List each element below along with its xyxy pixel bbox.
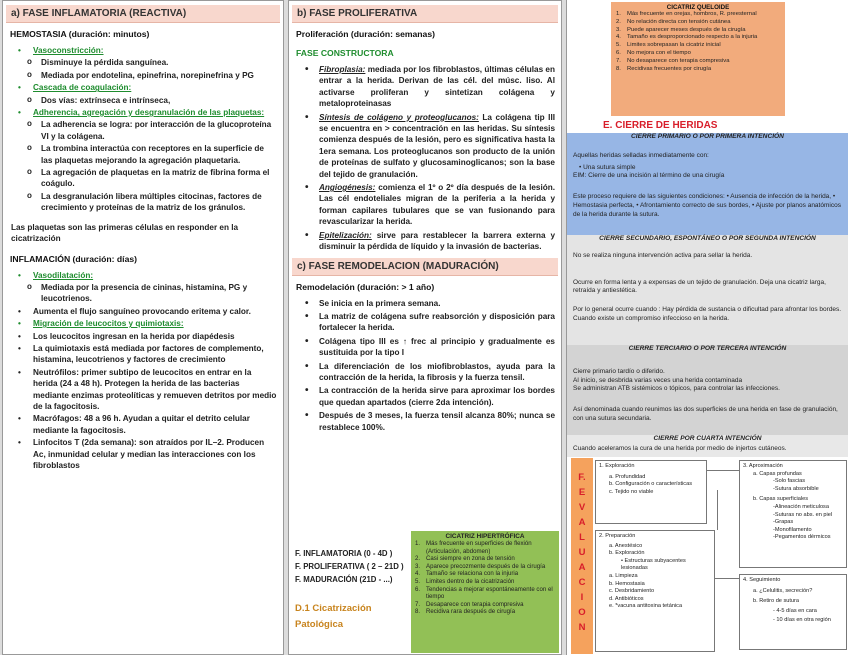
list-item: 7. No desaparece con terapia compresiva xyxy=(616,57,730,64)
list-item: 6. No mejora con el tiempo xyxy=(616,49,691,56)
list-item: • La contracción de la herida sirve para aproximar los bordes que quedan apartados (cierre 2da intención). xyxy=(297,385,555,408)
flow-arrow xyxy=(707,470,739,471)
secondary-closure-caption: CIERRE SECUNDARIO, ESPONTÁNEO O POR SEGUNDA INTENCIÓN xyxy=(599,235,816,242)
keloid-scar-box xyxy=(611,2,785,116)
flow-line: 2. Preparación xyxy=(599,533,636,539)
fourth-closure-caption: CIERRE POR CUARTA INTENCIÓN xyxy=(653,435,762,442)
flow-line: -Monofilamento xyxy=(773,526,812,533)
evaluation-letter: N xyxy=(578,622,586,633)
evaluation-letter: V xyxy=(578,502,586,513)
flow-line: a. ¿Celulitis, secreción? xyxy=(753,587,813,594)
list-item: • Fibroplasia: mediada por los fibroblastos, últimas células en entrar a la herida. Derivan de las cél. del músc. liso. Al activarse proliferan y sintetizan colágena y metaloproteinasas xyxy=(297,64,555,110)
flow-line: -Alineación meticulosa xyxy=(773,503,829,510)
flow-line: c. Tejido no viable xyxy=(609,488,654,495)
list-item: 2. No relación directa con tensión cutánea xyxy=(616,18,731,25)
flow-line: -Pegamentos dérmicos xyxy=(773,534,831,541)
proliferacion-title: Proliferación (duración: semanas) xyxy=(296,29,435,39)
list-item: o Mediada por endotelina, epinefrina, norepinefrina y PG xyxy=(11,70,277,81)
remodeling-phase-header: c) FASE REMODELACION (MADURACIÓN) xyxy=(292,258,558,276)
evaluation-letter: L xyxy=(579,532,585,543)
evaluation-letter: A xyxy=(578,517,586,528)
flow-line: b. Configuración o características xyxy=(609,481,693,488)
flow-line: d. Antibióticos xyxy=(609,595,644,602)
evaluation-letter: C xyxy=(578,577,586,588)
list-item: • Linfocitos T (2da semana): son atraídos por IL–2. Producen Ac, inmunidad celular y median las interacciones con los fibroblastos xyxy=(11,437,277,471)
list-item: 8. Recidivas frecuentes por cirugía xyxy=(616,65,712,72)
list-item: 3. Puede aparecer meses después de la cirugía xyxy=(616,26,746,33)
pathologic-healing-title: D.1 Cicatrización Patológica xyxy=(295,603,372,630)
list-item: • Angiogénesis: comienza el 1º o 2º día después de la lesión. Las cél endoteliales migran de la periferia a la herida y forman capilares tubulares que se van fusionando para revascularizar la herida. xyxy=(297,182,555,228)
flow-line: 1. Exploración xyxy=(599,463,635,469)
wound-closure-title: E. CIERRE DE HERIDAS xyxy=(603,120,718,131)
flow-line: e. *vacuna antitoxina tetánica xyxy=(609,603,683,610)
flow-line: a. Profundidad xyxy=(609,473,646,480)
proliferative-phase-column xyxy=(288,0,562,655)
evaluation-letter: U xyxy=(578,547,586,558)
list-item: o La desgranulación libera múltiples citocinas, factores de crecimiento y proteínas de la matriz de los gránulos. xyxy=(11,191,277,214)
evaluation-vertical-label xyxy=(571,458,593,654)
flow-line: - 4-5 días en cara xyxy=(773,607,817,614)
list-item: 1. Más frecuente en superficies de flexión (Articulación, abdomen) xyxy=(415,540,532,555)
flow-line: • Estructuras subyacentes lesionadas xyxy=(621,557,686,572)
primary-closure-block xyxy=(567,133,848,235)
flow-line: - 10 días en otra región xyxy=(773,617,831,624)
primary-closure-line: EIM: Cierre de una incisión al término de una cirugía xyxy=(573,172,725,180)
list-item: 6. Tendencias a mejorar espontáneamente con el tiempo xyxy=(415,585,553,601)
list-item: • Vasodilatación: xyxy=(11,270,277,281)
list-item: o Disminuye la pérdida sanguínea. xyxy=(11,57,277,68)
list-item: 4. Tamaño es desproporcionado respecto a la injuria xyxy=(616,34,758,41)
flow-exploracion-box xyxy=(595,460,707,524)
evaluation-letter: I xyxy=(580,592,584,603)
inflammatory-phase-header: a) FASE INFLAMATORIA (REACTIVA) xyxy=(6,5,280,23)
list-item: • Colágena tipo III es ↑ frec al principio y gradualmente es sustituida por la tipo I xyxy=(297,336,555,359)
primary-closure-line: Este proceso requiere de las siguientes condiciones: • Ausencia de infección de la herida, • Hemostasia perfecta, • Afrontamiento correcto de sus bordes, • Ajuste por planos anatómicos de la herida durante la sutura. xyxy=(573,193,841,218)
tertiary-closure-line: Cierre primario tardío o diferido. xyxy=(573,367,665,375)
flow-line: -Solo fascias xyxy=(773,478,806,485)
list-item: • Se inicia en la primera semana. xyxy=(297,298,555,309)
list-item: 8. Recidiva rara después de cirugía xyxy=(415,608,516,616)
primary-closure-caption: CIERRE PRIMARIO O POR PRIMERA INTENCIÓN xyxy=(631,133,784,140)
list-item: 4. Tamaño se relaciona con la injuria xyxy=(415,570,519,578)
flow-line: a. Anestésico xyxy=(609,542,643,549)
flow-aproximacion-box xyxy=(739,460,847,568)
flow-seguimiento-box xyxy=(739,574,847,650)
remodel-list xyxy=(289,298,561,433)
hemostasia-list xyxy=(3,45,283,214)
list-item: o Mediada por la presencia de cininas, histamina, PG y leucotrienos. xyxy=(11,282,277,305)
list-item: • Neutrófilos: primer subtipo de leucocitos en entrar en la herida (24 a 48 h). Protegen la herida de las bacterias mediante enzimas proteolíticas y remueven detritos por medio de la fagocitosis. xyxy=(11,367,277,413)
evaluation-letter: E xyxy=(578,487,586,498)
phase-maduracion: F. MADURACIÓN (21D - ...) xyxy=(295,575,393,584)
inflamacion-title: INFLAMACIÓN (duración: días) xyxy=(10,253,137,264)
flow-line: -Suturas no abs. en piel xyxy=(773,511,833,518)
keloid-scar-title: CICATRIZ QUELOIDE xyxy=(666,4,730,11)
list-item: • Síntesis de colágeno y proteoglucanos: La colágena tip III se encuentra en > concentración en las heridas. Su síntesis comienza después de la lesión, pero es significativa hasta la 1era semana. Los proteoglucanos son producto de la unión de proteínas de sulfato y glucosaminoglicanos; son la base del tejido de granulación. xyxy=(297,112,555,180)
primary-closure-line: • Una sutura simple xyxy=(579,163,636,171)
evaluation-letter: A xyxy=(578,562,586,573)
flow-line: c. Desbridamiento xyxy=(609,588,655,595)
list-item: o La agregación de plaquetas en la matriz de fibrina forma el coágulo. xyxy=(11,167,277,190)
primary-closure-line: Aquellas heridas selladas inmediatamente con: xyxy=(573,151,709,159)
list-item: • Migración de leucocitos y quimiotaxis: xyxy=(11,318,277,329)
list-item: • La quimiotaxis está mediada por factores de complemento, histamina, leucotrienos y factores de crecimiento xyxy=(11,343,277,366)
hemostasia-title: HEMOSTASIA (duración: minutos) xyxy=(10,29,150,39)
list-item: 5. Limites sobrepasan la cicatriz inicial xyxy=(616,42,721,49)
hypertrophic-scar-box xyxy=(411,531,559,653)
list-item: 5. Limites dentro de la cicatrización xyxy=(415,577,515,585)
list-item: 1. Más frecuente en orejas, hombros, R. preesternal xyxy=(616,11,757,17)
list-item: o Dos vías: extrínseca e intrínseca, xyxy=(11,95,277,106)
flow-line: b. Capas superficiales xyxy=(753,496,809,503)
tertiary-closure-line: Al inicio, se desbrida varias veces una herida contaminada xyxy=(573,376,743,384)
list-item: • Epitelización: sirve para restablecer la barrera externa y disminuir la pérdida de líquido y la invasión de bacterias. xyxy=(297,230,555,253)
phase-inflamatoria: F. INFLAMATORIA (0 - 4D ) xyxy=(295,549,393,558)
flow-line: a. Capas profundas xyxy=(753,470,802,477)
secondary-closure-block xyxy=(567,235,848,345)
constructora-list xyxy=(289,64,561,253)
fourth-closure-block xyxy=(567,435,848,457)
list-item: • Los leucocitos ingresan en la herida por diapédesis xyxy=(11,331,277,342)
flow-line: b. Retiro de sutura xyxy=(753,598,800,605)
list-item: • Vasoconstricción: xyxy=(11,45,277,56)
proliferative-phase-header: b) FASE PROLIFERATIVA xyxy=(292,5,558,23)
secondary-closure-line: No se realiza ninguna intervención activa para sellar la herida. xyxy=(573,251,753,259)
fourth-closure-line: Cuando aceleramos la cura de una herida por medio de injertos cutáneos. xyxy=(573,444,787,452)
remodelacion-title: Remodelación (duración: > 1 año) xyxy=(296,281,435,292)
list-item: • Después de 3 meses, la fuerza tensil alcanza 80%; nunca se restablece 100%. xyxy=(297,410,555,433)
tertiary-closure-block xyxy=(567,345,848,435)
secondary-closure-line: Ocurre en forma lenta y a expensas de un tejido de granulación. Deja una cicatriz larga, retraída y antiestética. xyxy=(573,278,826,295)
inflammatory-phase-column xyxy=(2,0,284,655)
phase-proliferativa: F. PROLIFERATIVA ( 2 – 21D ) xyxy=(295,562,404,571)
list-item: • La diferenciación de los miofibroblastos, ayuda para la contracción de la herida, la fibrosis y la fuerza tensil. xyxy=(297,361,555,384)
flow-preparacion-box xyxy=(595,530,715,652)
flow-line: -Grapas xyxy=(773,519,794,526)
tertiary-closure-line: Se administran ATB sistémicos o tópicos, para controlar las infecciones. xyxy=(573,385,780,393)
flow-line: 3. Aproximación xyxy=(743,463,783,469)
flow-arrow xyxy=(715,578,739,579)
plaquetas-note: Las plaquetas son las primeras células en responder en la cicatrización xyxy=(11,222,239,244)
flow-line: -Sutura absorbible xyxy=(773,485,819,492)
hypertrophic-scar-title: CICATRIZ HIPERTRÓFICA xyxy=(445,533,525,540)
wound-closure-column xyxy=(566,0,848,655)
tertiary-closure-line: Así denominada cuando reunimos las dos superficies de una herida en fase de granulación, con una sutura secundaria. xyxy=(573,406,838,422)
inflamacion-list xyxy=(3,270,283,472)
list-item: 3. Aparece precozmente después de la cirugía xyxy=(415,562,546,570)
list-item: • Cascada de coagulación: xyxy=(11,82,277,93)
list-item: o La trombina interactúa con receptores en la superficie de las plaquetas mejorando la agregación plaquetaria. xyxy=(11,143,277,166)
flow-line: 4. Seguimiento xyxy=(743,577,781,583)
list-item: • La matriz de colágena sufre reabsorción y disposición para fortalecer la herida. xyxy=(297,311,555,334)
list-item: o La adherencia se logra: por interacción de la glucoproteína VI y la colágena. xyxy=(11,119,277,142)
list-item: 7. Desaparece con terapia compresiva xyxy=(415,600,524,608)
fase-constructora-title: FASE CONSTRUCTORA xyxy=(296,48,394,58)
evaluation-letter: O xyxy=(578,607,586,618)
flow-line: a. Limpieza xyxy=(609,572,638,579)
evaluation-letter: F. xyxy=(578,472,586,483)
secondary-closure-line: Por lo general ocurre cuando : Hay pérdida de sustancia o dificultad para afrontar los bordes. Cuando existe un compromiso infeccioso en la herida. xyxy=(573,306,842,322)
list-item: 2. Casi siempre en zona de tensión xyxy=(415,555,515,563)
list-item: • Macrófagos: 48 a 96 h. Ayudan a quitar el detrito celular mediante la fagocitosis. xyxy=(11,413,277,436)
flow-arrow xyxy=(717,490,718,530)
flow-line: b. Exploración xyxy=(609,550,645,557)
list-item: • Adherencia, agregación y desgranulación de las plaquetas: xyxy=(11,107,277,118)
list-item: • Aumenta el flujo sanguíneo provocando eritema y calor. xyxy=(11,306,277,317)
tertiary-closure-caption: CIERRE TERCIARIO O POR TERCERA INTENCIÓN xyxy=(628,345,787,352)
flow-line: b. Hemostasia xyxy=(609,580,645,587)
